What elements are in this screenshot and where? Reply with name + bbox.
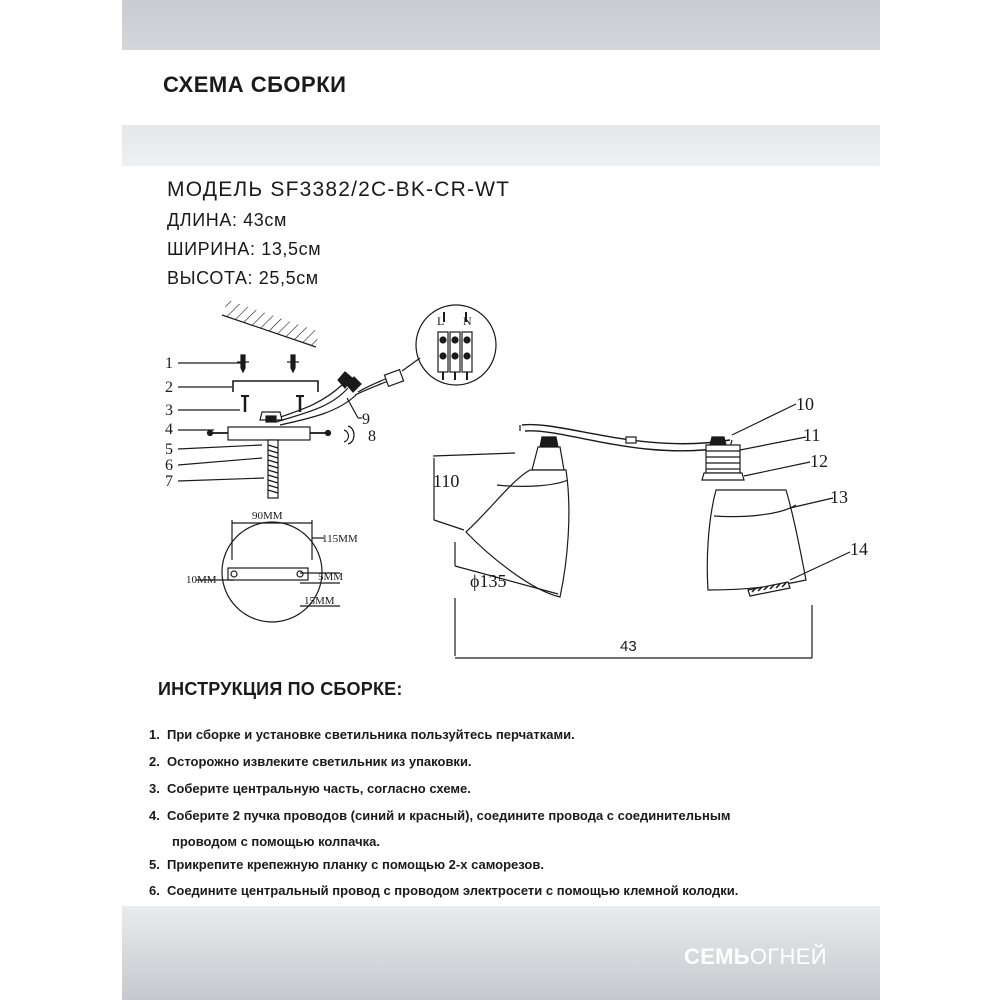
instruction-step <box>149 727 575 742</box>
base-plan-view <box>186 510 358 622</box>
wall-anchors <box>237 355 299 372</box>
part-label: 10 <box>796 394 814 414</box>
part-label: 1 <box>165 355 173 372</box>
step-text: При сборке и установке светильника пользуйтесь перчатками. <box>167 727 575 742</box>
dim-slot: 5MM <box>318 571 344 583</box>
instructions-title: ИНСТРУКЦИЯ ПО СБОРКЕ: <box>158 679 403 699</box>
part-label: 8 <box>368 428 376 445</box>
part-label: 9 <box>362 411 370 428</box>
step-text: проводом с помощью колпачка. <box>172 834 380 849</box>
right-socket <box>702 425 828 480</box>
instruction-step <box>149 808 731 823</box>
total-length-dimension <box>455 598 812 658</box>
terminal-block-detail <box>416 305 496 385</box>
step-text: Осторожно извлеките светильник из упаковки. <box>167 754 472 769</box>
length-value: 43см <box>243 210 287 230</box>
dim-left-offset: 10MM <box>186 574 217 586</box>
model-label: МОДЕЛЬ SF3382/2C-BK-CR-WT <box>167 178 511 201</box>
ceiling-hatch <box>222 300 320 347</box>
page-title: СХЕМА СБОРКИ <box>163 72 347 97</box>
part-label: 7 <box>165 473 173 490</box>
part-label: 4 <box>165 421 173 438</box>
step-text: Соедините центральный провод с проводом электросети с помощью клемной колодки. <box>167 883 739 898</box>
step-number: 3. <box>149 781 160 796</box>
terminal-label-n: N <box>463 314 472 328</box>
dim-total-length: 43 <box>620 638 637 655</box>
part-label: 14 <box>850 539 868 559</box>
instruction-step <box>149 754 472 769</box>
part-label: 6 <box>165 457 173 474</box>
dim-shade-height: 110 <box>433 471 460 491</box>
dim-plate-width: 90MM <box>252 510 283 522</box>
step-number: 2. <box>149 754 160 769</box>
length-label: ДЛИНА: <box>167 210 238 230</box>
brand-part-2: ОГНЕЙ <box>749 944 827 969</box>
brand-logo <box>684 944 827 970</box>
part-label: 3 <box>165 402 173 419</box>
part-label: 2 <box>165 379 173 396</box>
width-value: 13,5см <box>261 239 322 259</box>
height-value: 25,5см <box>258 268 319 288</box>
width-label: ШИРИНА: <box>167 239 256 259</box>
screws <box>241 396 304 412</box>
height-label: ВЫСОТА: <box>167 268 254 288</box>
step-number: 4. <box>149 808 160 823</box>
step-text: Соберите центральную часть, согласно схеме. <box>167 781 471 796</box>
base-plate <box>208 412 355 444</box>
dim-bottom: 15MM <box>304 595 335 607</box>
part-label: 12 <box>810 451 828 471</box>
dim-shade-diameter: ϕ135 <box>470 571 507 591</box>
mounting-bracket <box>233 381 318 392</box>
instruction-step-continuation <box>172 834 380 849</box>
step-number: 1. <box>149 727 160 742</box>
brand-part-1: СЕМЬ <box>684 944 750 969</box>
part-label: 5 <box>165 441 173 458</box>
terminal-label-l: L <box>437 314 445 328</box>
right-shade <box>707 487 848 590</box>
part-label: 11 <box>803 425 821 445</box>
left-shade <box>433 437 569 597</box>
threaded-rod <box>268 440 278 498</box>
instruction-step <box>149 883 738 898</box>
instruction-step <box>149 781 471 796</box>
step-number: 5. <box>149 857 160 872</box>
step-text: Прикрепите крепежную планку с помощью 2-х саморезов. <box>167 857 544 872</box>
part-label: 13 <box>830 487 848 507</box>
step-number: 6. <box>149 883 160 898</box>
instruction-step <box>149 857 544 872</box>
lamp-arm <box>520 394 814 451</box>
dim-plate-diameter: 115MM <box>322 533 358 545</box>
step-text: Соберите 2 пучка проводов (синий и красный), соедините провода с соединительным <box>167 808 731 823</box>
